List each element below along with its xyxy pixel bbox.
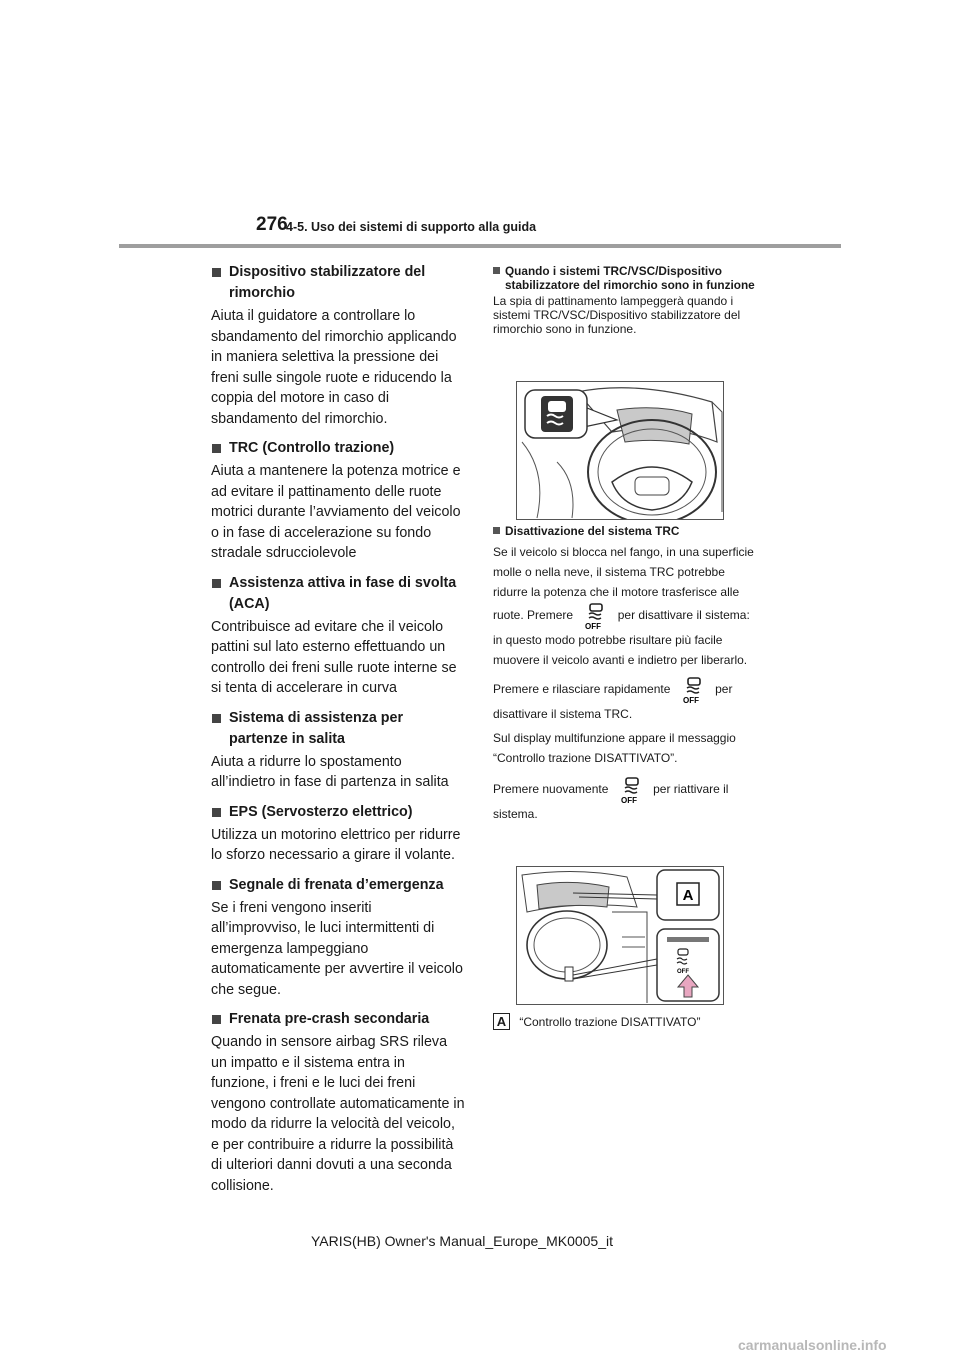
section-heading: Dispositivo stabilizzatore del rimorchio bbox=[211, 262, 465, 304]
section-heading: Frenata pre-crash secondaria bbox=[211, 1009, 465, 1030]
square-bullet-icon bbox=[212, 1015, 221, 1024]
figure-legend bbox=[493, 1013, 701, 1031]
section-body: Contribuisce ad evitare che il veicolo pattini sul lato esterno effettuando un controllo dei freni sulle ruote interne se si tenta di accelerare in curva bbox=[211, 618, 457, 696]
svg-text:OFF: OFF bbox=[682, 696, 699, 704]
section-body: Aiuta il guidatore a controllare lo sbandamento del rimorchio applicando in maniera selettiva la pressione dei freni sulle singole ruote e riducendo la coppia del motore in caso di sbandamento del rimorchio. bbox=[211, 308, 457, 427]
svg-text:OFF: OFF bbox=[677, 969, 689, 975]
left-column bbox=[211, 253, 465, 1196]
legend-text: “Controllo trazione DISATTIVATO” bbox=[519, 1015, 701, 1029]
square-bullet-icon bbox=[212, 579, 221, 588]
square-bullet-icon bbox=[493, 267, 500, 274]
svg-text:OFF: OFF bbox=[585, 622, 602, 630]
console-illustration bbox=[517, 867, 723, 1004]
section-heading: Disattivazione del sistema TRC bbox=[493, 524, 755, 538]
dashboard-illustration bbox=[517, 382, 723, 519]
svg-text:OFF: OFF bbox=[620, 796, 637, 804]
section-body: Utilizza un motorino elettrico per ridurre lo sforzo necessario a girare il volante. bbox=[211, 826, 461, 863]
section-body: Aiuta a ridurre lo spostamento all’indietro in fase di partenza in salita bbox=[211, 753, 449, 790]
footer-manual-id: YARIS(HB) Owner's Manual_Europe_MK0005_it bbox=[311, 1233, 613, 1249]
section-secondary-collision-brake bbox=[211, 1009, 465, 1196]
trc-off-button-icon bbox=[618, 776, 644, 804]
page-number: 276 bbox=[256, 214, 288, 235]
square-bullet-icon bbox=[212, 268, 221, 277]
section-aca bbox=[211, 573, 465, 699]
section-heading: TRC (Controllo trazione) bbox=[211, 438, 465, 459]
paragraph: Sul display multifunzione appare il messaggio “Controllo trazione DISATTIVATO”. bbox=[493, 731, 736, 765]
section-heading: Assistenza attiva in fase di svolta (ACA) bbox=[211, 573, 465, 615]
svg-text:A: A bbox=[682, 887, 694, 904]
section-heading: EPS (Servosterzo elettrico) bbox=[211, 802, 465, 823]
section-heading: Segnale di frenata d’emergenza bbox=[211, 875, 465, 896]
figure-trc-off-switch bbox=[516, 866, 724, 1005]
trc-off-button-icon bbox=[582, 602, 608, 630]
callout-label: A bbox=[493, 1013, 510, 1030]
paragraph: Se il veicolo si blocca nel fango, in una superficie molle o nella neve, il sistema TRC potrebbe ridurre la potenza che il motore trasferisce alle ruote. Premere OFF per disattivare il sistema: in questo modo potrebbe risultare più facile muovere il veicolo avanti e indietro per liberarlo. bbox=[493, 545, 754, 667]
section-trailer-sway bbox=[211, 262, 465, 429]
square-bullet-icon bbox=[212, 808, 221, 817]
section-body: Aiuta a mantenere la potenza motrice e ad evitare il pattinamento delle ruote motrici durante l’avviamento del veicolo o in fase di accelerazione su fondo stradale sdrucciolevole bbox=[211, 463, 461, 561]
trc-off-button-icon bbox=[680, 676, 706, 704]
square-bullet-icon bbox=[212, 881, 221, 890]
section-emergency-brake-signal bbox=[211, 875, 465, 1001]
section-title: 4-5. Uso dei sistemi di supporto alla guida bbox=[286, 220, 537, 234]
watermark: carmanualsonline.info bbox=[738, 1337, 887, 1353]
section-body: Quando in sensore airbag SRS rileva un impatto e il sistema entra in funzione, i freni e le luci dei freni vengono controllate automaticamente in modo da ridurre la velocità del veicolo, e per contribuire a ridurre la possibilità di ulteriori danni dovuti a una seconda collisione. bbox=[211, 1034, 465, 1194]
section-heading: Quando i sistemi TRC/VSC/Dispositivo stabilizzatore del rimorchio sono in funzione bbox=[493, 264, 755, 292]
section-hill-start bbox=[211, 708, 465, 793]
section-trc-off bbox=[493, 524, 755, 824]
section-body: La spia di pattinamento lampeggerà quando i sistemi TRC/VSC/Dispositivo stabilizzatore del rimorchio sono in funzione. bbox=[493, 294, 741, 336]
square-bullet-icon bbox=[212, 714, 221, 723]
figure-slip-indicator bbox=[516, 381, 724, 520]
square-bullet-icon bbox=[212, 444, 221, 453]
right-column bbox=[493, 264, 755, 336]
header-divider bbox=[119, 244, 841, 248]
section-body: Se i freni vengono inseriti all’improvviso, le luci intermittenti di emergenza lampeggiano automaticamente per avvertire il veicolo che segue. bbox=[211, 899, 463, 998]
section-eps bbox=[211, 802, 465, 866]
section-heading: Sistema di assistenza per partenze in salita bbox=[211, 708, 465, 750]
paragraph: Premere nuovamente OFF per riattivare il sistema. bbox=[493, 776, 755, 824]
paragraph: Premere e rilasciare rapidamente OFF per disattivare il sistema TRC. bbox=[493, 676, 755, 724]
section-trc bbox=[211, 438, 465, 564]
square-bullet-icon bbox=[493, 527, 500, 534]
